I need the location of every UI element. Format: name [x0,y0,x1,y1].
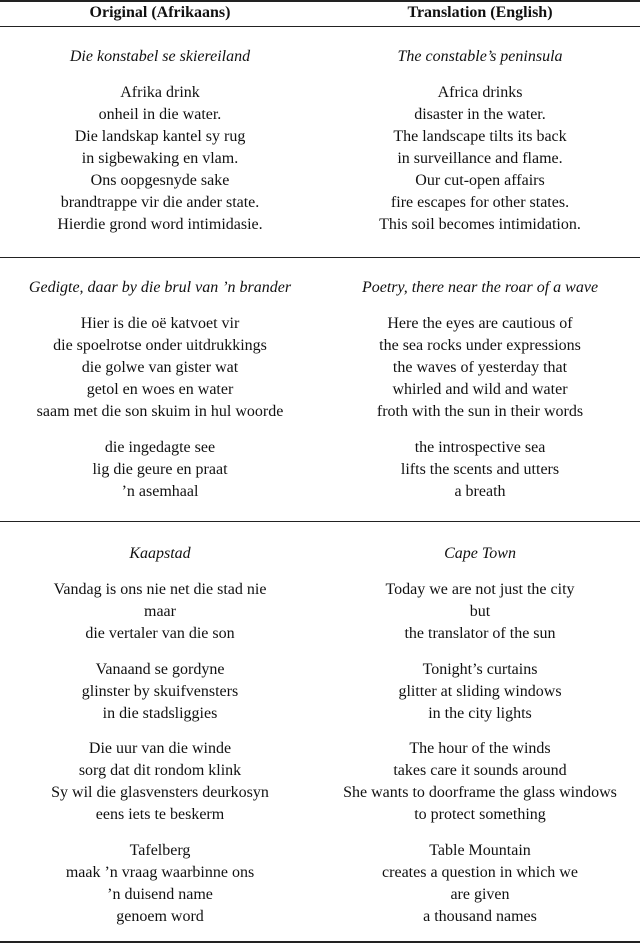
verse-line: Hierdie grond word intimidasie. [57,216,263,233]
verse-line: ’n asemhaal [121,483,199,500]
stanza [0,313,640,423]
verse-line: She wants to doorframe the glass windows [343,784,617,801]
verse-line: the sea rocks under expressions [379,337,581,354]
verse-line: Today we are not just the city [385,581,575,598]
bottom-rule [0,941,640,943]
verse-line: glinster by skuifvensters [81,683,239,700]
section-rule [0,521,640,522]
stanza [0,82,640,236]
verse-line: Our cut-open affairs [415,172,545,189]
verse-line: maak ’n vraag waarbinne ons [65,864,255,881]
verse-line: in sigbewaking en vlam. [81,150,239,167]
stanza-af [0,313,320,423]
verse-line: die golwe van gister wat [81,359,239,376]
stanza [0,579,640,645]
verse-line: getol en woes en water [86,381,234,398]
stanza-en [320,738,640,826]
verse-line: lifts the scents and utters [400,461,560,478]
verse-line: genoem word [116,908,204,925]
verse-line: Die uur van die winde [88,740,232,757]
verse-line: maar [144,603,176,620]
verse-line: froth with the sun in their words [376,403,584,420]
poem-title-en: The constable’s peninsula [397,48,563,65]
poem-title-af: Kaapstad [129,545,191,562]
verse-line: The landscape tilts its back [393,128,567,145]
poem-title-row [0,46,640,68]
verse-line: glitter at sliding windows [398,683,562,700]
stanza-af [0,437,320,503]
poem-title-en: Cape Town [444,545,516,562]
verse-line: sorg dat dit rondom klink [78,762,242,779]
verse-line: die spoelrotse onder uitdrukkings [53,337,267,354]
header-original: Original (Afrikaans) [89,4,231,21]
stanza-en [320,659,640,725]
verse-line: a breath [454,483,506,500]
verse-line: saam met die son skuim in hul woorde [36,403,284,420]
stanza-af [0,579,320,645]
verse-line: Vandag is ons nie net die stad nie [53,581,267,598]
verse-line: Ons oopgesnyde sake [90,172,230,189]
verse-line: to protect something [414,806,546,823]
stanza [0,840,640,928]
verse-line: onheil in die water. [98,106,222,123]
verse-line: ’n duisend name [107,886,213,903]
verse-line: die ingedagte see [104,439,216,456]
verse-line: Table Mountain [429,842,531,859]
header-rule [0,26,640,27]
verse-line: creates a question in which we [382,864,578,881]
stanza [0,738,640,826]
verse-line: takes care it sounds around [393,762,567,779]
verse-line: Vanaand se gordyne [95,661,225,678]
stanza-af [0,659,320,725]
stanza-en [320,840,640,928]
stanza [0,437,640,503]
verse-line: in die stadsliggies [102,705,218,722]
poem-title-en: Poetry, there near the roar of a wave [361,279,599,296]
verse-line: Sy wil die glasvensters deurkosyn [51,784,269,801]
stanza-en [320,82,640,236]
verse-line: The hour of the winds [409,740,551,757]
stanza-en [320,313,640,423]
stanza-af [0,840,320,928]
verse-line: Tonight’s curtains [422,661,538,678]
poem-title-row [0,277,640,299]
verse-line: the introspective sea [414,439,546,456]
verse-line: This soil becomes intimidation. [379,216,581,233]
stanza-en [320,579,640,645]
verse-line: but [469,603,491,620]
verse-line: Hier is die oë katvoet vir [80,315,240,332]
verse-line: a thousand names [423,908,537,925]
verse-line: are given [450,886,510,903]
verse-line: Here the eyes are cautious of [387,315,573,332]
header-translation: Translation (English) [407,4,553,21]
table-header [0,2,640,24]
verse-line: Afrika drink [120,84,200,101]
verse-line: in surveillance and flame. [397,150,563,167]
verse-line: in the city lights [428,705,532,722]
verse-line: brandtrappe vir die ander state. [60,194,260,211]
verse-line: disaster in the water. [414,106,546,123]
verse-line: Africa drinks [437,84,523,101]
stanza-en [320,437,640,503]
verse-line: lig die geure en praat [92,461,228,478]
verse-line: the translator of the sun [404,625,556,642]
verse-line: die vertaler van die son [85,625,235,642]
verse-line: the waves of yesterday that [392,359,568,376]
poem-title-row [0,543,640,565]
verse-line: Tafelberg [129,842,191,859]
poem-title-af: Gedigte, daar by die brul van ’n brander [28,279,292,296]
verse-line: whirled and wild and water [392,381,568,398]
stanza-af [0,738,320,826]
stanza [0,659,640,725]
verse-line: eens iets te beskerm [95,806,225,823]
verse-line: Die landskap kantel sy rug [74,128,246,145]
verse-line: fire escapes for other states. [390,194,570,211]
section-rule [0,257,640,258]
stanza-af [0,82,320,236]
poem-title-af: Die konstabel se skiereiland [69,48,251,65]
